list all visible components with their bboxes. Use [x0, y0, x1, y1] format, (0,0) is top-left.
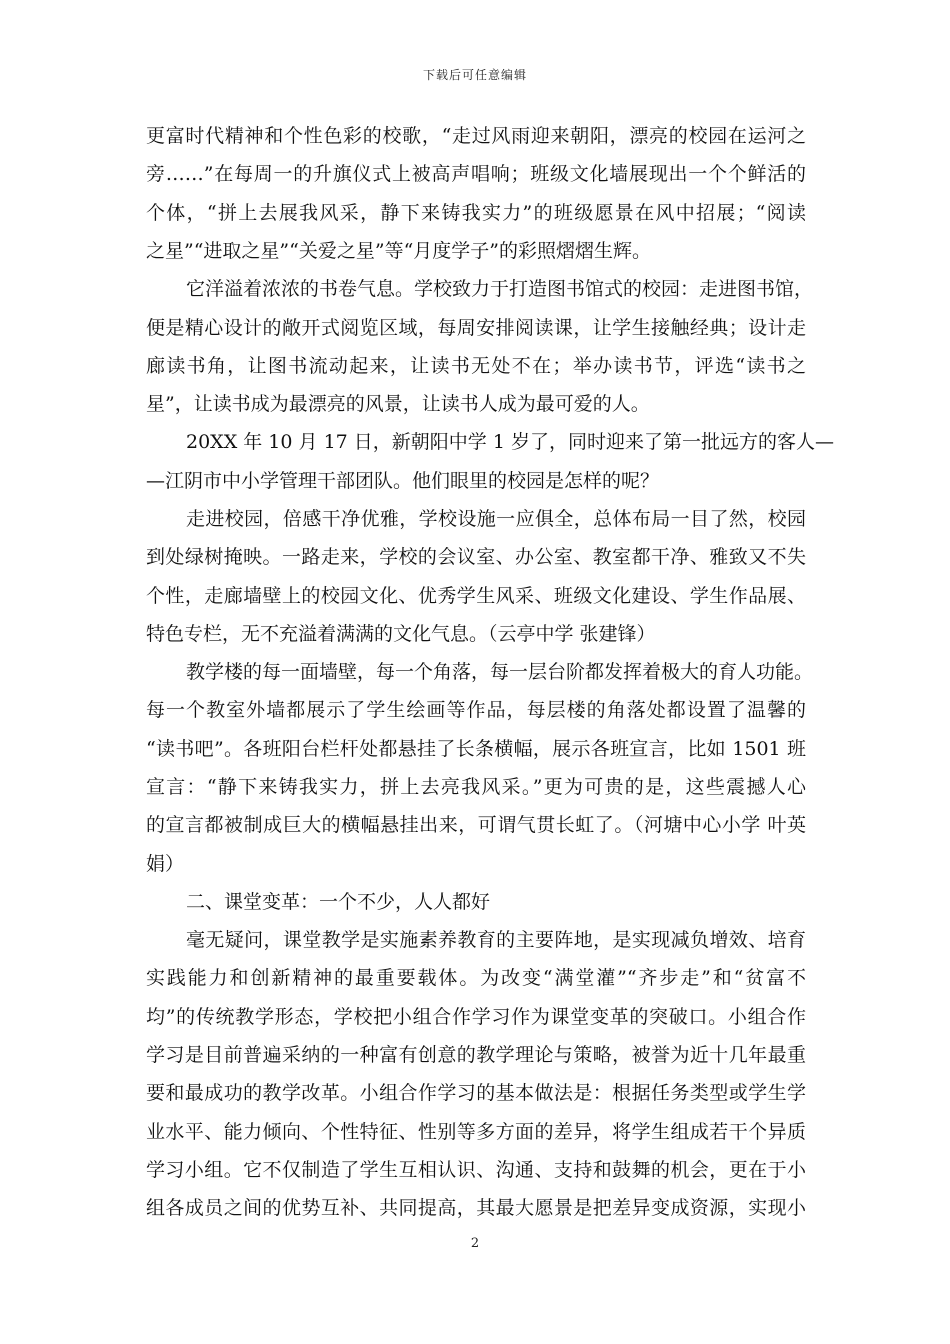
text-line: 到处绿树掩映。一路走来，学校的会议室、办公室、教室都干净、雅致又不失	[146, 546, 806, 568]
text-line: 娟）	[146, 853, 185, 875]
text-line: 业水平、能力倾向、个性特征、性别等多方面的差异，将学生组成若干个异质	[146, 1121, 806, 1143]
text-line: 廊读书角，让图书流动起来，让读书无处不在；举办读书节，评选“读书之	[146, 355, 806, 377]
text-line: 实践能力和创新精神的最重要载体。为改变“满堂灌”“齐步走”和“贫富不	[146, 967, 806, 989]
text-line: 走进校园，倍感干净优雅，学校设施一应俱全，总体布局一目了然，校园	[186, 508, 806, 530]
page-number: 2	[470, 1236, 480, 1251]
text-line: 更富时代精神和个性色彩的校歌，“走过风雨迎来朝阳，漂亮的校园在运河之	[146, 125, 806, 147]
text-line: 均”的传统教学形态，学校把小组合作学习作为课堂变革的突破口。小组合作	[146, 1006, 806, 1028]
text-line: 星”，让读书成为最漂亮的风景，让读书人成为最可爱的人。	[146, 393, 650, 415]
text-line: 宣言：“静下来铸我实力，拼上去亮我风采。”更为可贵的是，这些震撼人心	[146, 776, 806, 798]
text-line: 个体，“拼上去展我风采，静下来铸我实力”的班级愿景在风中招展；“阅读	[146, 202, 806, 224]
text-line: “读书吧”。各班阳台栏杆处都悬挂了长条横幅，展示各班宣言，比如 1501 班	[146, 738, 806, 760]
text-line: —江阴市中小学管理干部团队。他们眼里的校园是怎样的呢？	[146, 470, 660, 492]
text-line: 每一个教室外墙都展示了学生绘画等作品，每层楼的角落处都设置了温馨的	[146, 699, 806, 721]
text-line: 的宣言都被制成巨大的横幅悬挂出来，可谓气贯长虹了。（河塘中心小学 叶英	[146, 814, 806, 836]
section-heading: 二、课堂变革：一个不少，人人都好	[186, 891, 491, 913]
text-line: 教学楼的每一面墙壁，每一个角落，每一层台阶都发挥着极大的育人功能。	[186, 661, 814, 683]
text-line: 旁……”在每周一的升旗仪式上被高声唱响；班级文化墙展现出一个个鲜活的	[146, 163, 806, 185]
text-line: 20XX 年 10 月 17 日，新朝阳中学 1 岁了，同时迎来了第一批远方的客人—	[186, 431, 834, 453]
text-line: 特色专栏，无不充溢着满满的文化气息。（云亭中学 张建锋）	[146, 623, 656, 645]
text-line: 要和最成功的教学改革。小组合作学习的基本做法是：根据任务类型或学生学	[146, 1082, 806, 1104]
page-header-note: 下载后可任意编辑	[422, 68, 527, 82]
text-line: 个性，走廊墙壁上的校园文化、优秀学生风采、班级文化建设、学生作品展、	[146, 585, 806, 607]
text-line: 毫无疑问，课堂教学是实施素养教育的主要阵地，是实现减负增效、培育	[186, 929, 806, 951]
text-line: 学习是目前普遍采纳的一种富有创意的教学理论与策略，被誉为近十几年最重	[146, 1044, 806, 1066]
text-line: 便是精心设计的敞开式阅览区域，每周安排阅读课，让学生接触经典；设计走	[146, 317, 806, 339]
text-line: 学习小组。它不仅制造了学生互相认识、沟通、支持和鼓舞的机会，更在于小	[146, 1159, 806, 1181]
text-line: 之星”“进取之星”“关爱之星”等“月度学子”的彩照熠熠生辉。	[146, 240, 651, 262]
text-line: 它洋溢着浓浓的书卷气息。学校致力于打造图书馆式的校园：走进图书馆，	[186, 278, 814, 300]
text-line: 组各成员之间的优势互补、共同提高，其最大愿景是把差异变成资源，实现小	[146, 1197, 806, 1219]
